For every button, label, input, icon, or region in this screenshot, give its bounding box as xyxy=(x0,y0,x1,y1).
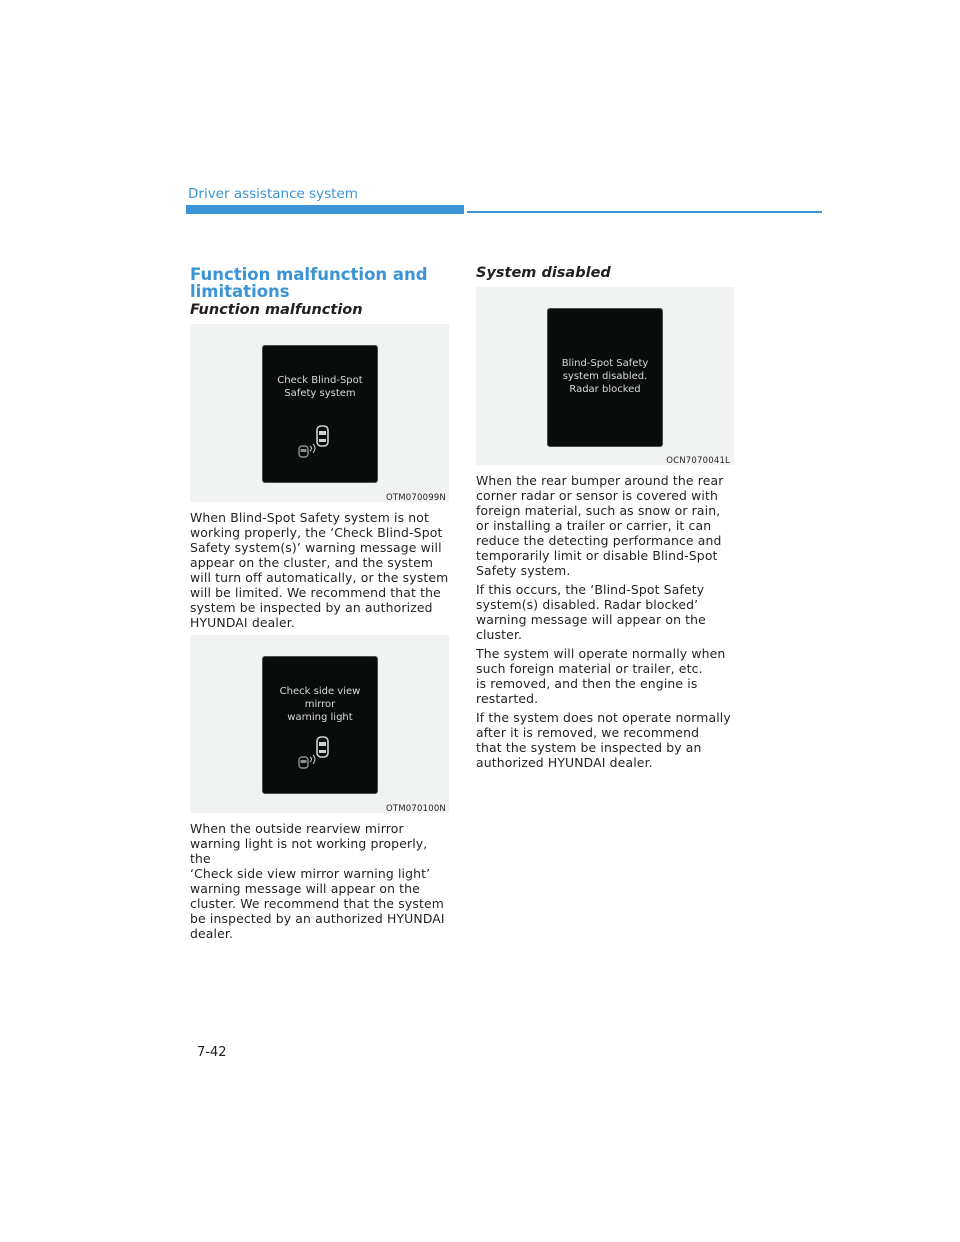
cluster-screen xyxy=(262,656,378,794)
figure-code-1: OTM070099N xyxy=(385,493,446,503)
paragraph-text: The system will operate normally when such foreign material or trailer, etc. is removed, and then the engine is restarted. xyxy=(476,646,726,706)
paragraph-text: If this occurs, the ‘Blind-Spot Safety system(s) disabled. Radar blocked’ warning message will appear on the cluster. xyxy=(476,582,706,642)
paragraph-text: When the rear bumper around the rear corner radar or sensor is covered with foreign material, such as snow or rain, or installing a trailer or carrier, it can reduce the detecting performance and temporarily limit or disable Blind-Spot Safety system. xyxy=(476,473,724,578)
cluster-screen xyxy=(262,345,378,483)
screen-message: Check Blind-Spot Safety system xyxy=(277,375,363,399)
paragraph-text: When the outside rearview mirror warning light is not working properly, the ‘Check side view mirror warning light’ warning message will appear on the cluster. We recommend that the system be inspected by an authorized HYUNDAI dealer. xyxy=(190,821,445,941)
figure-code-2: OTM070100N xyxy=(385,804,446,814)
paragraph-text: If the system does not operate normally after it is removed, we recommend that the system be inspected by an authorized HYUNDAI dealer. xyxy=(476,710,731,770)
subheading-function-malfunction: Function malfunction xyxy=(190,302,363,318)
paragraphs-system-disabled xyxy=(476,473,738,774)
section-title: Function malfunction and limitations xyxy=(190,265,428,301)
subheading-system-disabled: System disabled xyxy=(476,265,611,281)
header-title: Driver assistance system xyxy=(188,186,358,202)
paragraph-side-mirror-malfunction xyxy=(190,821,452,945)
page-number: 7-42 xyxy=(197,1045,227,1060)
figure-check-blind-spot xyxy=(190,324,449,502)
paragraph-text: When Blind-Spot Safety system is not working properly, the ‘Check Blind-Spot Safety system(s)’ warning message will appear on the cluster, and the system will turn off automatically, or the system will be limited. We recommend that the system be inspected by an authorized HYUNDAI dealer. xyxy=(190,510,449,630)
car-radar-icon xyxy=(297,424,337,460)
figure-code-3: OCN7070041L xyxy=(666,456,730,466)
header-bar-thick xyxy=(186,205,464,214)
header-bar-thin xyxy=(467,211,822,213)
screen-message: Check side view mirror warning light xyxy=(279,686,361,723)
car-radar-icon xyxy=(297,735,337,771)
paragraph-blind-spot-malfunction xyxy=(190,510,452,634)
screen-message: Blind-Spot Safety system disabled. Radar blocked xyxy=(561,358,649,395)
figure-system-disabled xyxy=(476,287,734,465)
figure-check-side-mirror xyxy=(190,635,449,813)
cluster-screen xyxy=(547,308,663,447)
